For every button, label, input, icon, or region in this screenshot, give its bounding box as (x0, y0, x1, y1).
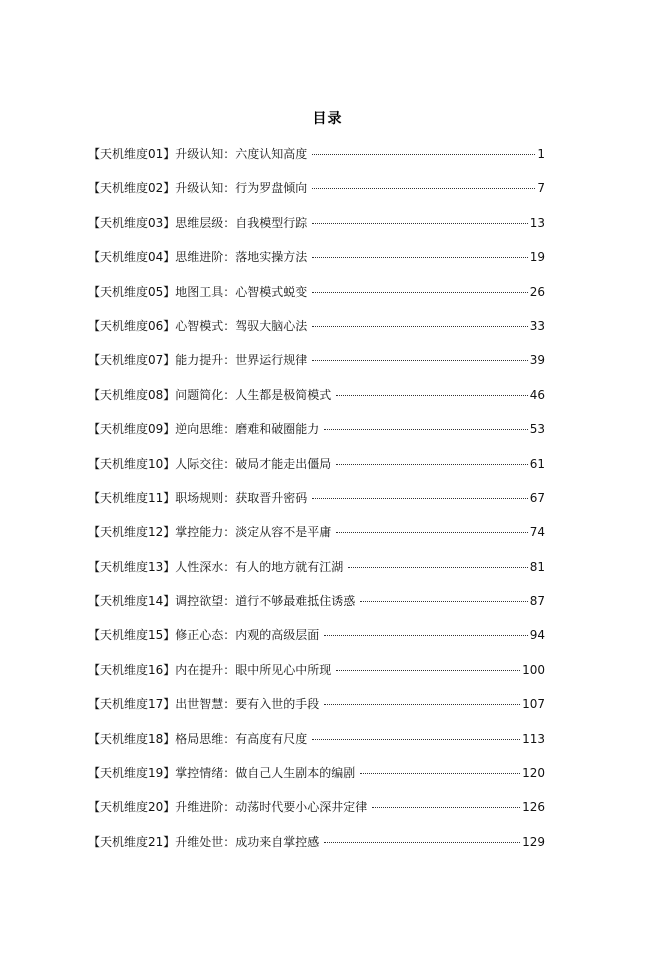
toc-dot-leader (336, 395, 527, 396)
toc-entry-page: 19 (529, 250, 545, 265)
toc-entry-label: 【天机维度04】思维进阶：落地实操方法 (88, 250, 308, 265)
toc-entry (88, 215, 545, 249)
toc-title: 目录 (312, 111, 343, 127)
toc-entry (88, 456, 545, 490)
toc-entry-label: 【天机维度05】地图工具：心智模式蜕变 (88, 284, 308, 299)
toc-entry-label: 【天机维度09】逆向思维：磨难和破圈能力 (88, 422, 320, 437)
toc-entry-page: 39 (529, 353, 545, 368)
toc-dot-leader (336, 532, 527, 533)
toc-dot-leader (360, 773, 520, 774)
toc-entry-label: 【天机维度20】升维进阶：动荡时代要小心深井定律 (88, 800, 368, 815)
toc-entry (88, 421, 545, 455)
toc-dot-leader (312, 257, 527, 258)
toc-dot-leader (348, 567, 527, 568)
toc-entry-label: 【天机维度14】调控欲望：道行不够最难抵住诱惑 (88, 594, 356, 609)
toc-entry (88, 318, 545, 352)
toc-entry-page: 53 (529, 422, 545, 437)
toc-entry-label: 【天机维度12】掌控能力：淡定从容不是平庸 (88, 525, 332, 540)
toc-entry-label: 【天机维度08】问题简化：人生都是极简模式 (88, 387, 332, 402)
toc-entry (88, 765, 545, 799)
toc-entry-page: 46 (529, 387, 545, 402)
toc-entry-page: 67 (529, 490, 545, 505)
toc-entry (88, 284, 545, 318)
toc-entry-page: 61 (529, 456, 545, 471)
toc-dot-leader (324, 635, 527, 636)
toc-entry-page: 87 (529, 594, 545, 609)
toc-entry (88, 559, 545, 593)
toc-entry-page: 26 (529, 284, 545, 299)
toc-entry-label: 【天机维度02】升级认知：行为罗盘倾向 (88, 181, 308, 196)
toc-entry-page: 107 (522, 697, 545, 712)
toc-dot-leader (312, 292, 527, 293)
toc-entry-page: 120 (522, 766, 545, 781)
toc-dot-leader (312, 360, 527, 361)
toc-entry-label: 【天机维度07】能力提升：世界运行规律 (88, 353, 308, 368)
toc-entry (88, 799, 545, 833)
toc-entry-label: 【天机维度11】职场规则：获取晋升密码 (88, 490, 308, 505)
toc-dot-leader (336, 670, 520, 671)
toc-entry-label: 【天机维度01】升级认知：六度认知高度 (88, 147, 308, 161)
toc-entry-label: 【天机维度17】出世智慧：要有入世的手段 (88, 697, 320, 712)
toc-entry-page: 74 (529, 525, 545, 540)
toc-dot-leader (360, 601, 527, 602)
toc-dot-leader (312, 498, 527, 499)
toc-entry-label: 【天机维度03】思维层级：自我模型行踪 (88, 215, 308, 230)
toc-dot-leader (312, 326, 527, 327)
toc-dot-leader (324, 704, 520, 705)
toc-dot-leader (336, 464, 527, 465)
toc-entry (88, 490, 545, 524)
toc-entry-page: 13 (529, 215, 545, 230)
toc-entry (88, 352, 545, 386)
toc-dot-leader (312, 223, 527, 224)
toc-entry (88, 180, 545, 214)
toc-entry (88, 696, 545, 730)
toc-entry-page: 94 (529, 628, 545, 643)
toc-entry-page: 81 (529, 559, 545, 574)
toc-entry-page: 100 (522, 662, 545, 677)
toc-entry-page: 7 (537, 181, 545, 196)
toc-list (88, 146, 545, 868)
toc-entry-label: 【天机维度13】人性深水：有人的地方就有江湖 (88, 559, 344, 574)
toc-entry-label: 【天机维度16】内在提升：眼中所见心中所现 (88, 662, 332, 677)
toc-entry-page: 33 (529, 318, 545, 333)
toc-entry-label: 【天机维度21】升维处世：成功来自掌控感 (88, 834, 320, 849)
toc-entry-page: 126 (522, 800, 545, 815)
toc-dot-leader (312, 739, 520, 740)
toc-dot-leader (324, 429, 527, 430)
toc-entry (88, 662, 545, 696)
toc-entry-page: 113 (522, 731, 545, 746)
toc-entry-label: 【天机维度19】掌控情绪：做自己人生剧本的编剧 (88, 766, 356, 781)
toc-entry (88, 593, 545, 627)
toc-entry-label: 【天机维度15】修正心态：内观的高级层面 (88, 628, 320, 643)
toc-entry-page: 129 (522, 834, 545, 849)
toc-entry (88, 387, 545, 421)
toc-entry-label: 【天机维度06】心智模式：驾驭大脑心法 (88, 318, 308, 333)
toc-entry (88, 834, 545, 868)
toc-entry (88, 627, 545, 661)
toc-entry-label: 【天机维度10】人际交往：破局才能走出僵局 (88, 456, 332, 471)
toc-dot-leader (312, 188, 535, 189)
toc-entry-label: 【天机维度18】格局思维：有高度有尺度 (88, 731, 308, 746)
toc-entry (88, 249, 545, 283)
toc-entry (88, 146, 545, 180)
toc-entry-page: 1 (537, 147, 545, 161)
toc-entry (88, 731, 545, 765)
toc-dot-leader (324, 842, 520, 843)
toc-dot-leader (372, 807, 520, 808)
toc-entry (88, 524, 545, 558)
toc-dot-leader (312, 154, 535, 155)
